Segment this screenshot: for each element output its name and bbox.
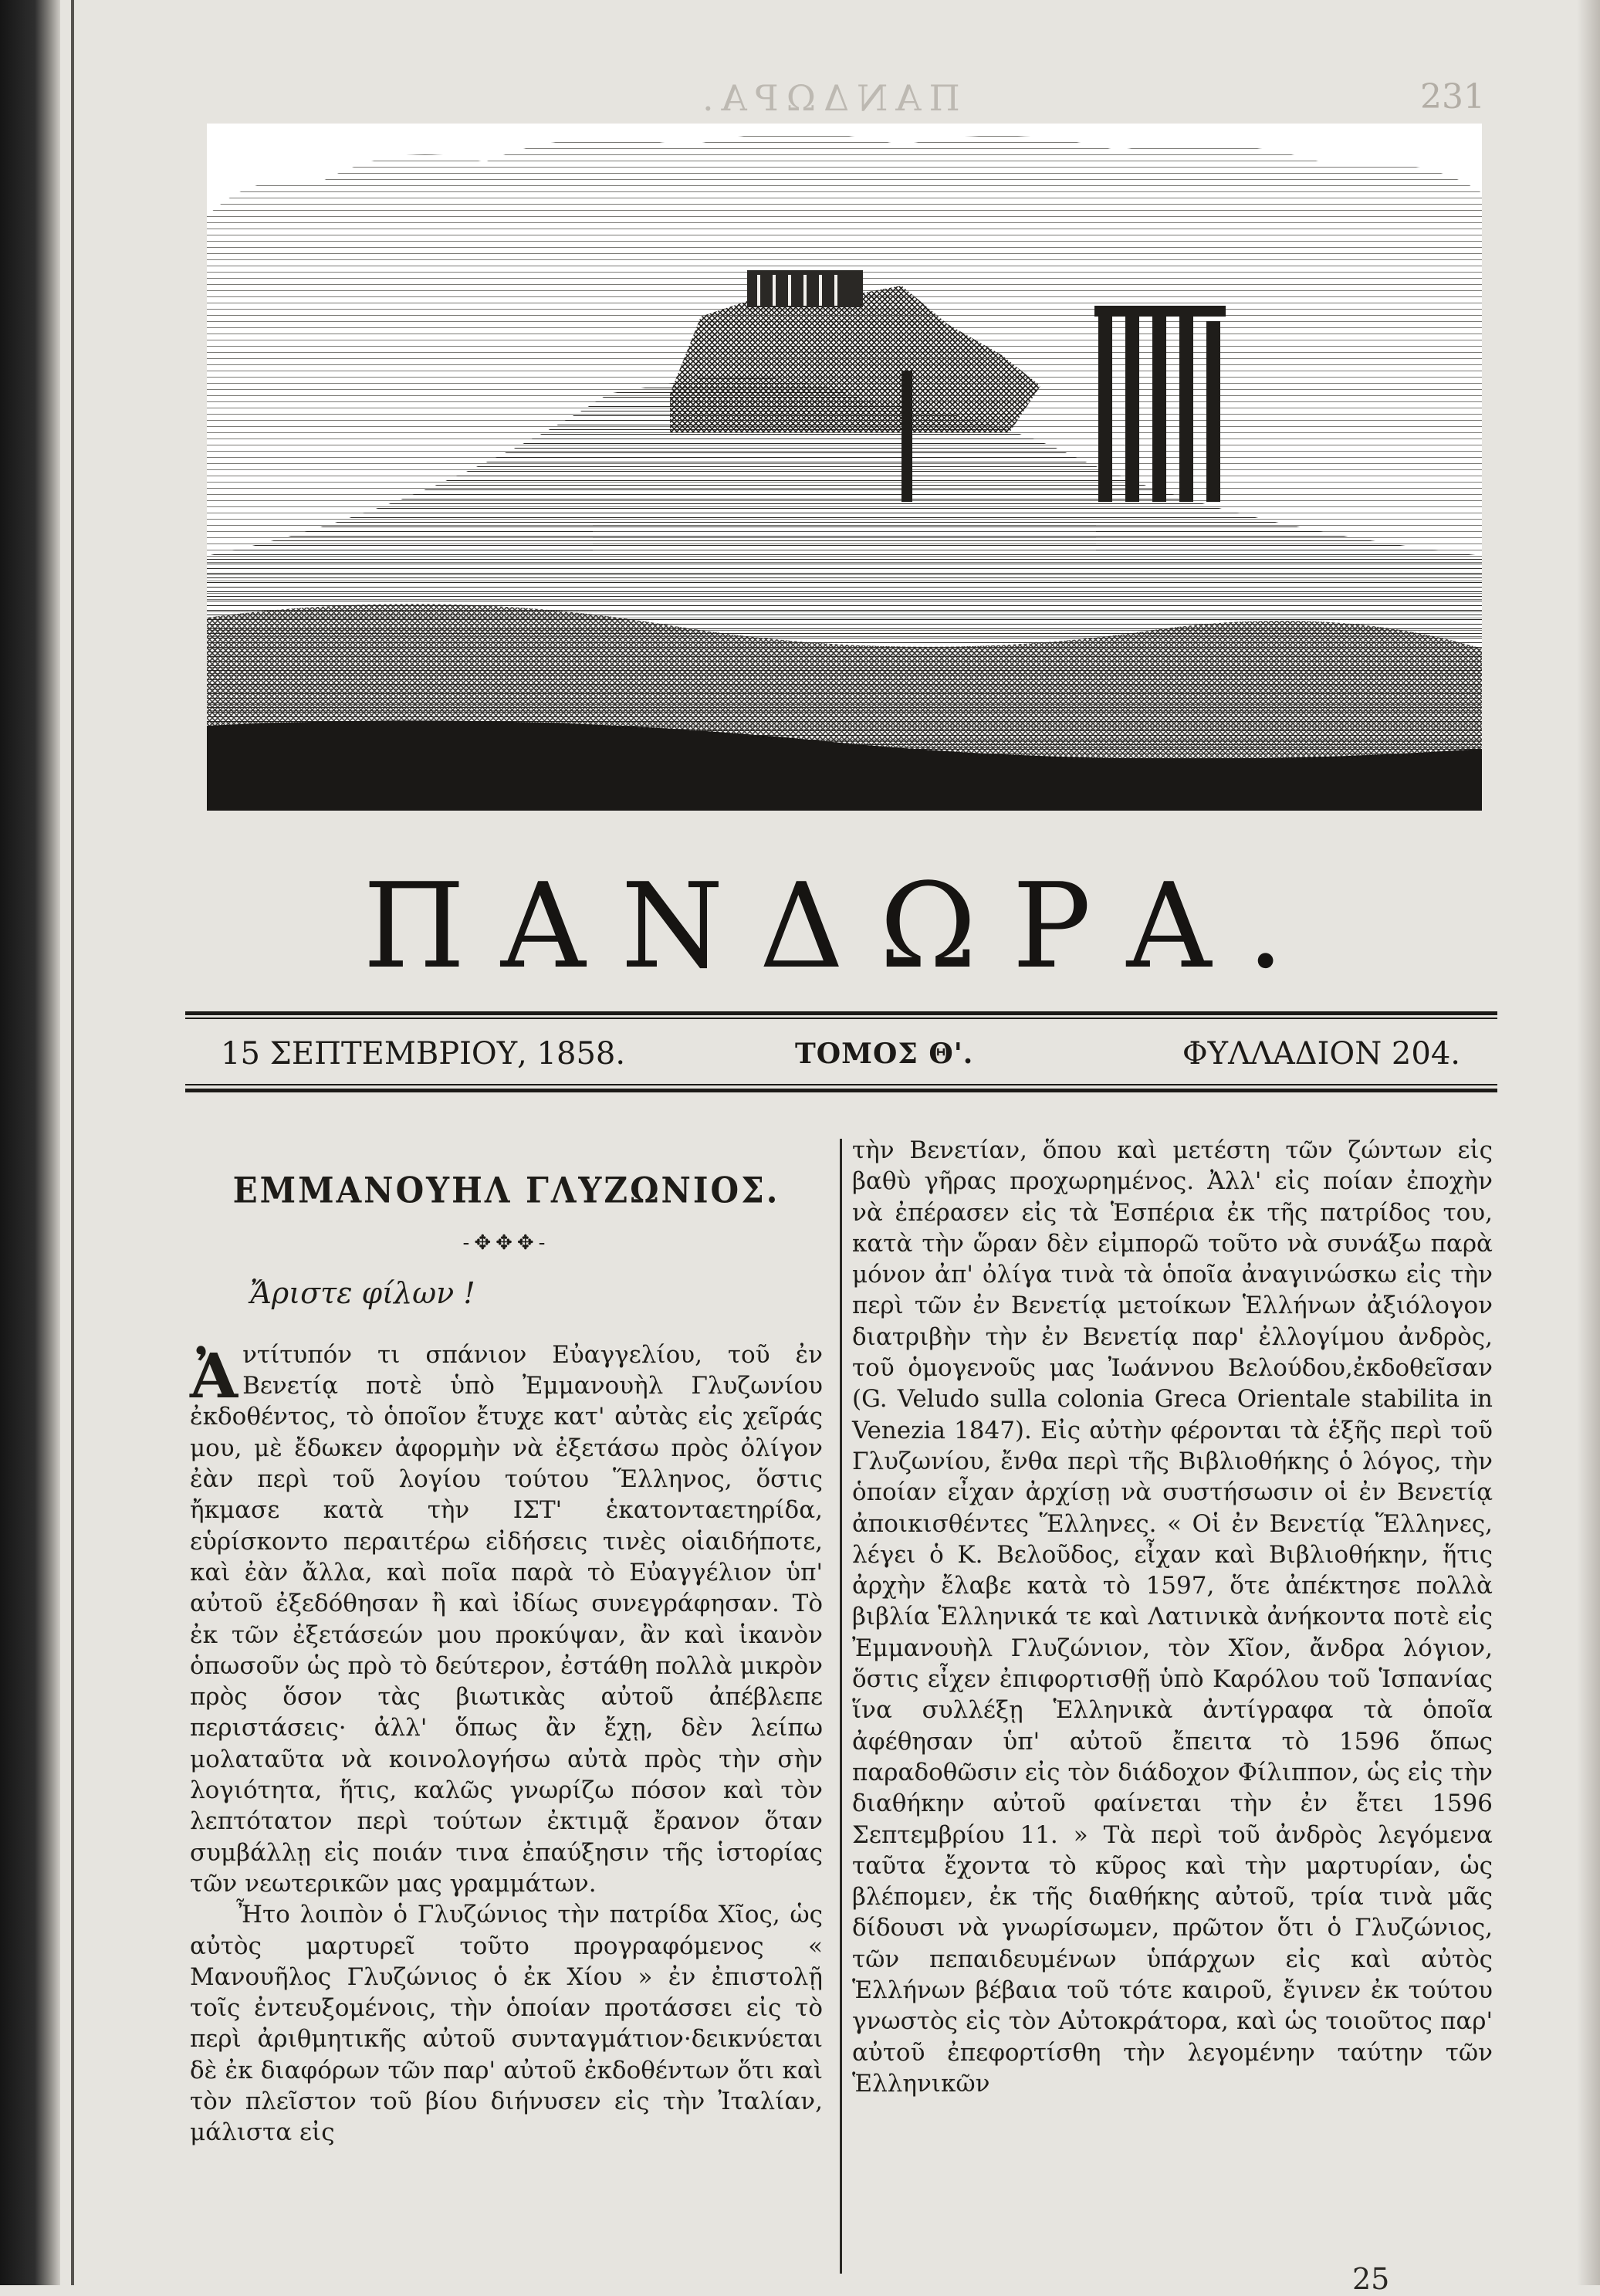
- column-divider: [840, 1139, 842, 2274]
- masthead-title: ΠΑΝΔΩΡΑ.: [363, 858, 1320, 994]
- issue-number: ΦΥΛΛΑΔΙΟΝ 204.: [1182, 1036, 1460, 1072]
- issue-volume: ΤΟΜΟΣ Θ'.: [795, 1038, 974, 1070]
- page-edge: [1577, 0, 1600, 2285]
- book-gutter: [0, 0, 60, 2285]
- paragraph: τὴν Βενετίαν, ὅπου καὶ μετέστη τῶν ζώντων εἰς βαθὺ γῆρας προχωρημένος. Ἀλλ' εἰς ποίαν ἐποχὴν νὰ ἐπέρασεν εἰς τὰ Ἑσπέρια ἐκ τῆς πατρίδος του, κατὰ τὴν ὥραν δὲν εἰμπορῶ τοῦτο νὰ συνάξω παρὰ μόνον ἀπ' ὀλίγα τινὰ τὰ ὁποῖα ἀναγινώσκω εἰς τὴν περὶ τῶν ἐν Βενετίᾳ μετοίκων Ἑλλήνων ἀξιόλογον διατριβὴν τὴν ἐν Βενετίᾳ παρ' ἐλλογίμου ἀνδρὸς, τοῦ ὁμογενοῦς μας Ἰωάννου Βελούδου,ἐκδοθεῖσαν (G. Veludo sulla colonia Greca Orientale stabilita in Venezia 1847). Εἰς αὐτὴν φέρονται τὰ ἑξῆς περὶ τοῦ Γλυζωνίου, ἔνθα περὶ τῆς Βιβλιοθήκης ὁ λόγος, τὴν ὁποίαν εἶχαν ἀρχίσῃ νὰ συστήσωσιν οἱ ἐν Βενετίᾳ ἀποικισθέντες Ἕλληνες. « Οἱ ἐν Βενετίᾳ Ἕλληνες, λέγει ὁ Κ. Βελοῦδος, εἶχαν καὶ Βιβλιοθήκην, ἥτις ἀρχὴν ἔλαβε κατὰ τὸ 1597, ὅτε ἀπέκτησε πολλὰ βιβλία Ἑλληνικά τε καὶ Λατινικὰ ἀνήκοντα ποτὲ εἰς Ἐμμανουὴλ Γλυζώνιον, τὸν Χῖον, ἄνδρα λόγιον, ὅστις εἶχεν ἐπιφορτισθῇ ὑπὸ Καρόλου τοῦ Ἱσπανίας ἵνα συλλέξῃ Ἑλληνικὰ ἀντίγραφα τὰ ὁποῖα ἀφέθησαν ὑπ' αὐτοῦ ἔπειτα τὸ 1596 ὅπως παραδοθῶσιν εἰς τὸν διάδοχον Φίλιππον, ὡς εἰς τὴν διαθήκην αὐτοῦ φαίνεται τὴν ἐν ἔτει 1596 Σεπτεμβρίου 11. » Τὰ περὶ τοῦ ἀνδρὸς λεγόμενα ταῦτα ἔχοντα τὸ κῦρος καὶ τὴν μαρτυρίαν, ὡς βλέπομεν, ἐκ τῆς διαθήκης αὐτοῦ, τρία τινὰ μᾶς δίδουσι νὰ γνωρίσωμεν, πρῶτον ὅτι ὁ Γλυζώνιος, τῶν πεπαιδευμένων ὑπάρχων εἰς καὶ αὐτὸς Ἑλλήνων βέβαια τοῦ τότε καιροῦ, ἔγινεν ἐκ τούτου γνωστὸς εἰς τὸν Αὐτοκράτορα, καὶ ὡς τοιοῦτος παρ' αὐτοῦ ἐπεφορτίσθη τὴν λεγομένην ταύτην τῶν Ἑλληνικῶν: [852, 1136, 1493, 2098]
- ornament-icon: -✥✥✥-: [462, 1231, 550, 1255]
- issue-rule-bottom: [185, 1089, 1497, 1092]
- masthead-rule-top-thin: [185, 1018, 1497, 1019]
- issue-line: [185, 1027, 1497, 1081]
- right-column: [852, 1135, 1493, 2099]
- athens-acropolis-olympieion-engraving-icon: [207, 124, 1482, 811]
- gutter-rule: [71, 0, 74, 2285]
- issue-date: 15 ΣΕΠΤΕΜΒΡΙΟΥ, 1858.: [221, 1036, 626, 1072]
- bleed-through-header: ΠΑΝΔΩΡΑ.: [695, 77, 960, 119]
- paragraph: Ἦτο λοιπὸν ὁ Γλυζώνιος τὴν πατρίδα Χῖος, ὡς αὐτὸς μαρτυρεῖ τοῦτο προγραφόμενος « Μανουῆλος Γλυζώνιος ὁ ἐκ Χίου » ἐν ἐπιστολῇ τοῖς ἐντευξομένοις, τὴν ὁποίαν προτάσσει εἰς τὸ περὶ ἀριθμητικῆς αὐτοῦ συνταγμάτιον·δεικνύεται δὲ ἐκ διαφόρων τῶν παρ' αὐτοῦ ἐκδοθέντων ὅτι καὶ τὸν πλεῖστον τοῦ βίου διήνυσεν εἰς τὴν Ἰταλίαν, μάλιστα εἰς: [190, 1901, 823, 2147]
- bleed-through-page-number: 231: [1420, 77, 1485, 117]
- article-title: ΕΜΜΑΝΟΥΗΛ ΓΛΥΖΩΝΙΟΣ.: [232, 1169, 780, 1211]
- drop-cap: Ἀ: [190, 1339, 238, 1412]
- signature-mark: 25: [1352, 2262, 1390, 2296]
- issue-rule-bottom-thin: [185, 1084, 1497, 1085]
- masthead-rule-top: [185, 1011, 1497, 1015]
- paragraph: Ἀντίτυπόν τι σπάνιον Εὐαγγελίου, τοῦ ἐν Βενετίᾳ ποτὲ ὑπὸ Ἐμμανουὴλ Γλυζωνίου ἐκδοθέντος, τὸ ὁποῖον ἔτυχε κατ' αὐτὰς εἰς χεῖράς μου, μὲ ἔδωκεν ἀφορμὴν νὰ ἐξετάσω πρὸς ὀλίγον ἐὰν περὶ τοῦ λογίου τούτου Ἕλληνος, ὅστις ἤκμασε κατὰ τὴν ΙΣΤ' ἑκατονταετηρίδα, εὑρίσκοντο περαιτέρω εἰδήσεις τινὲς οἱαιδήποτε, καὶ ἐὰν ἄλλα, καὶ ποῖα παρὰ τὸ Εὐαγγέλιον ὑπ' αὐτοῦ ἐξεδόθησαν ἢ καὶ ἰδίως συνεγράφησαν. Τὸ ἐκ τῶν ἐξετάσεών μου προκύψαν, ἂν καὶ ἱκανὸν ὁπωσοῦν ὡς πρὸ τὸ δεύτερον, ἐστάθη πολλὰ μικρὸν πρὸς ὅσον τὰς βιωτικὰς αὐτοῦ ἀπέβλεπε περιστάσεις· ἀλλ' ὅπως ἂν ἔχῃ, δὲν λείπω μολαταῦτα νὰ κοινολογήσω αὐτὰ πρὸς τὴν σὴν λογιότητα, ἥτις, καλῶς γνωρίζω πόσον καὶ τὸν λεπτότατον περὶ τούτων ἐκτιμᾷ ἔρανον ὅταν συμβάλλῃ εἰς ποιάν τινα ἐπαύξησιν τῆς ἱστορίας τῶν νεωτερικῶν μας γραμμάτων.: [190, 1339, 823, 1898]
- acropolis-engraving: [207, 124, 1482, 811]
- salutation: Ἄριστε φίλων !: [250, 1275, 475, 1310]
- left-column: [190, 1135, 823, 2149]
